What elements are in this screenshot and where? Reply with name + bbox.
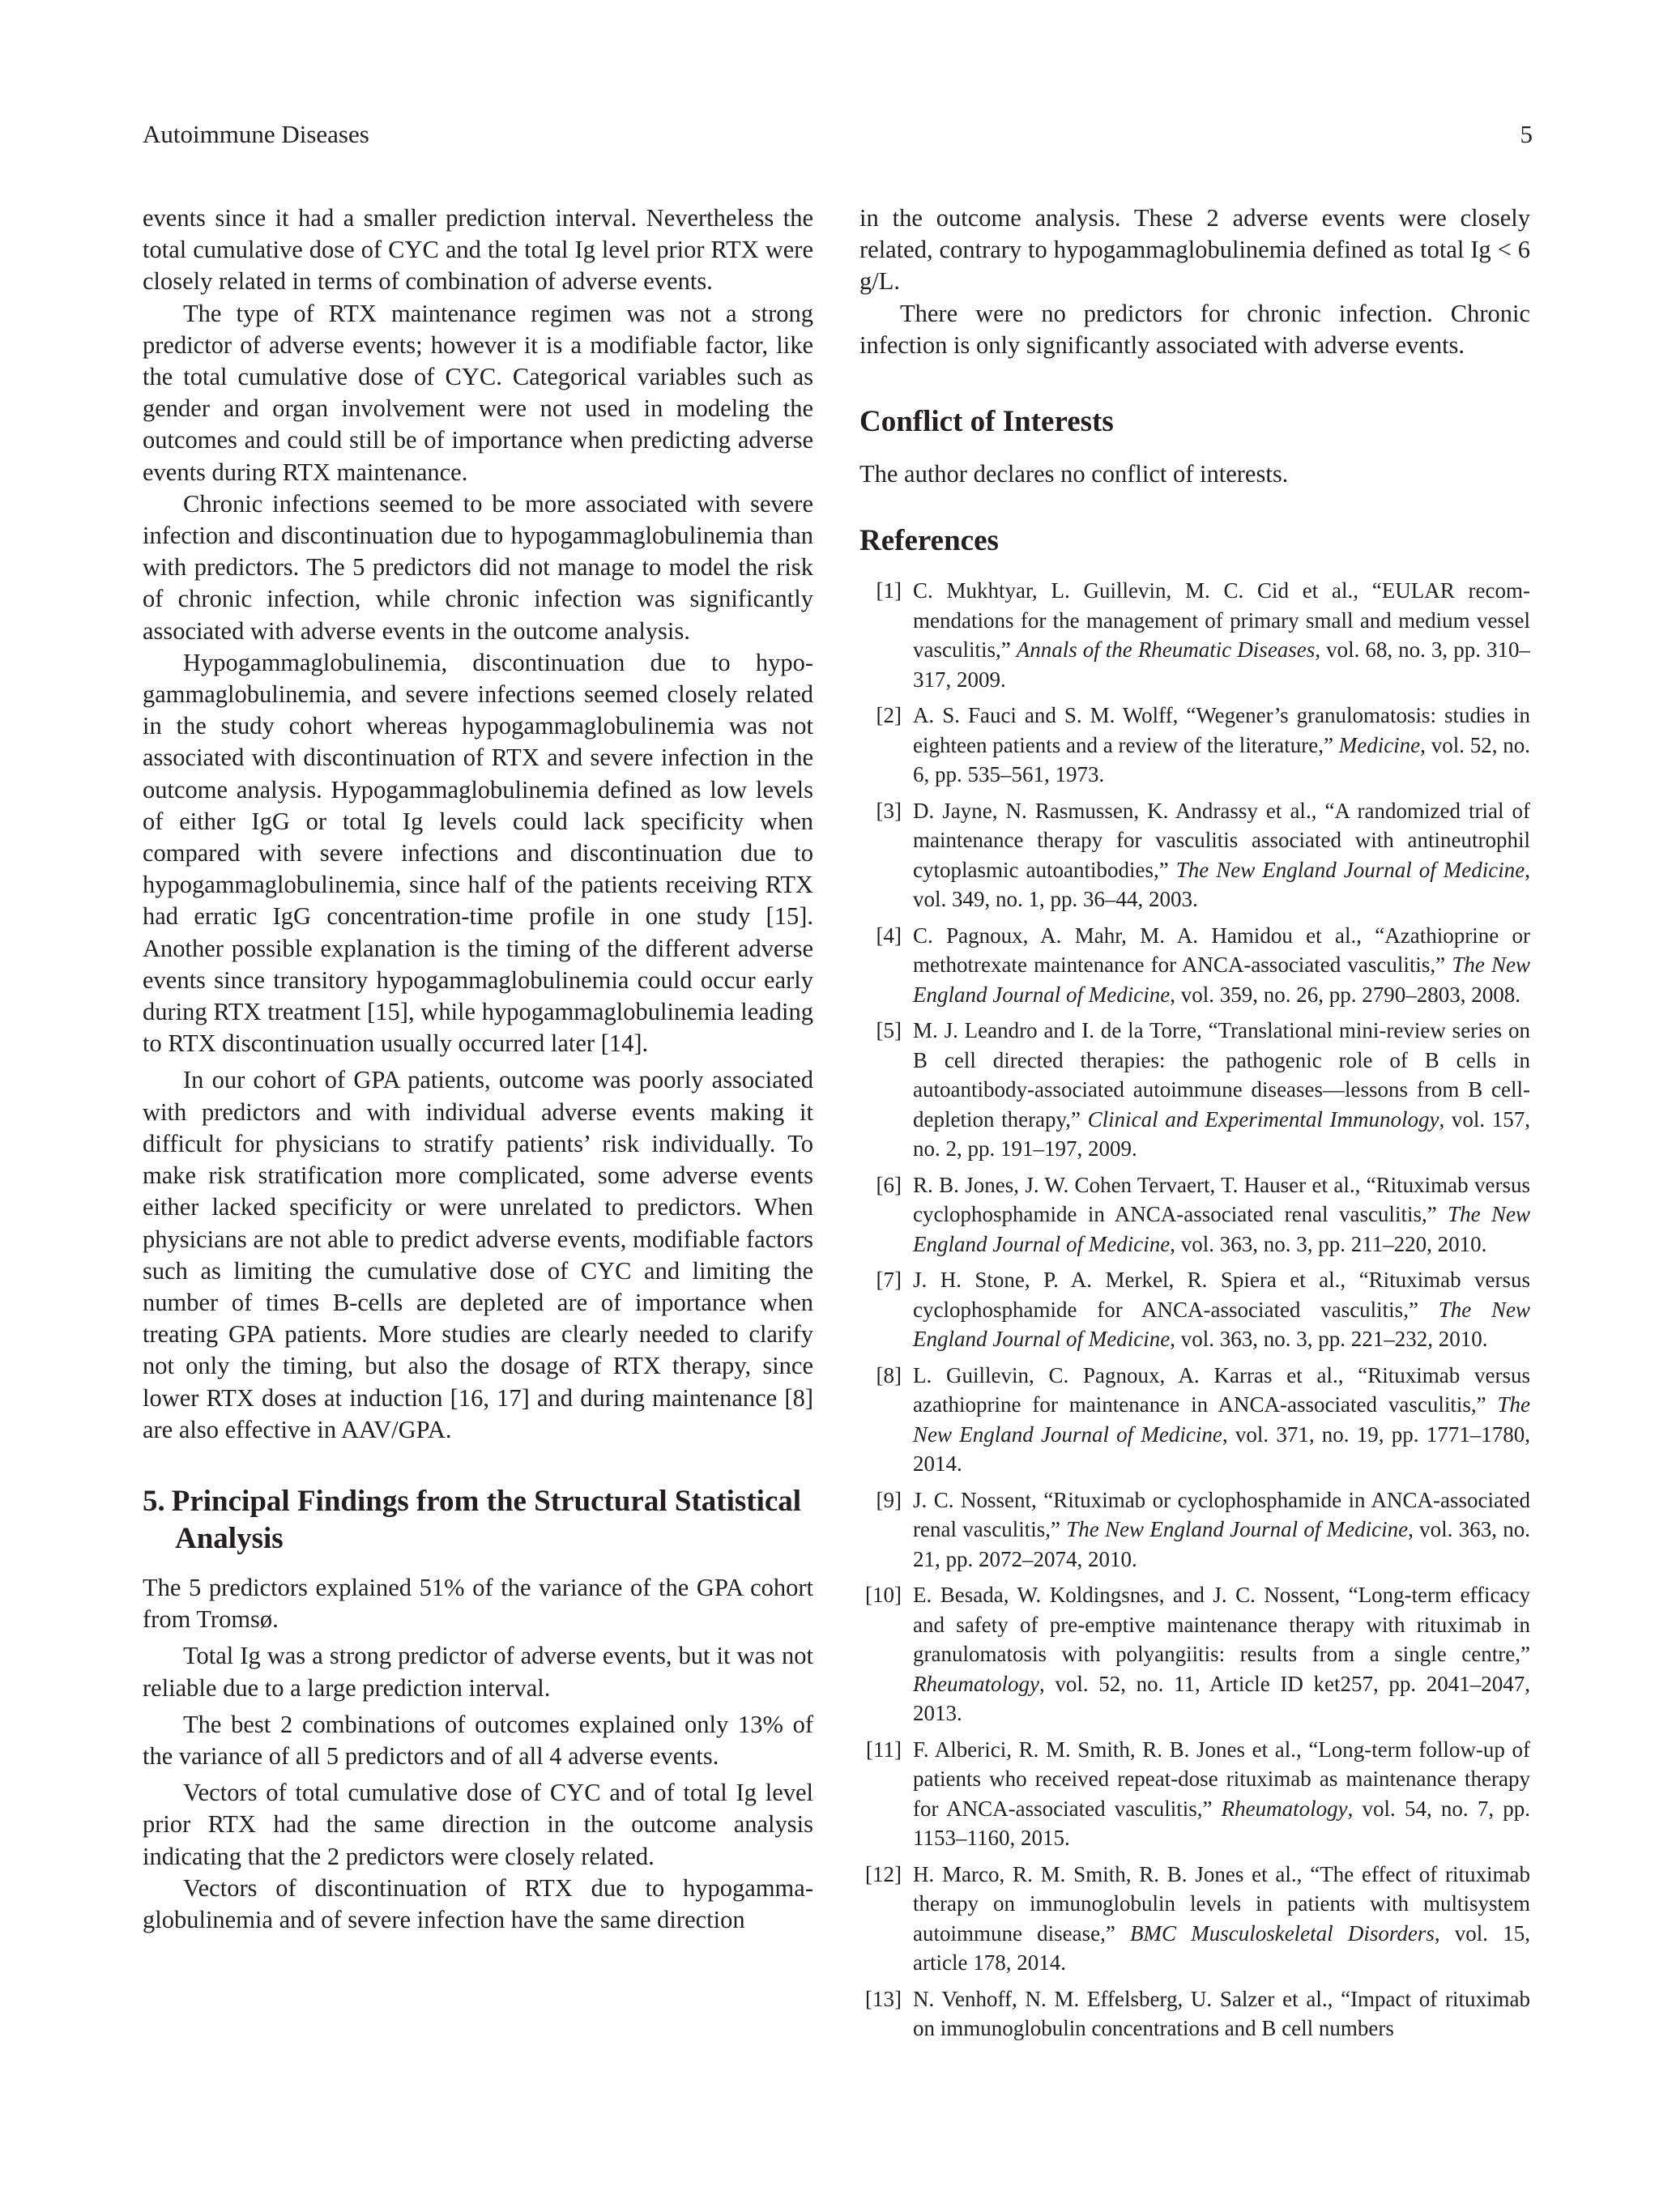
reference-item: [859, 1984, 1530, 2044]
right-column: [859, 202, 1530, 2050]
body-paragraph: Chronic infections seemed to be more associated with severe infection and discontinuation due to hypogammaglobulinemia than with predictors. The 5 predictors did not manage to model the risk of chronic infection, while chronic infection was significantly associated with adverse events in the outcome analysis.: [143, 489, 813, 645]
section-5-heading: [143, 1483, 813, 1558]
section-5-paragraph: Vectors of discontinuation of RTX due to hypogammaglobulinemia and of severe infection have the same direction: [143, 1873, 813, 1933]
conflict-of-interests-heading: Conflict of Interests: [859, 405, 1114, 439]
reference-text: E. Besada, W. Koldingsnes, and J. C. Nossent, “Long-term efficacy and safety of pre-emptive maintenance therapy with rituximab in granulomatosis with polyangiitis: results from a single centre,” Rheumatology, vol. 52, no. 11, Article ID ket257, pp. 2041–2047, 2013.: [913, 1583, 1530, 1726]
reference-item: [859, 1016, 1530, 1164]
reference-text: M. J. Leandro and I. de la Torre, “Translational mini-review series on B cell directed therapies: the pathogenic role of B cells in autoantibody-associated autoimmune diseases—lessons from B cell-depletion therapy,” Clinical and Experimental Immunology, vol. 157, no. 2, pp. 191–197, 2009.: [913, 1018, 1530, 1161]
reference-number: [12]: [865, 1861, 902, 1886]
reference-text: F. Alberici, R. M. Smith, R. B. Jones et al., “Long-term follow-up of patients who received repeat-dose rituximab as maintenance therapy for ANCA-associated vasculitis,” Rheumatology, vol. 54, no. 7, pp. 1153–1160, 2015.: [913, 1737, 1530, 1851]
reference-journal: The New England Journal of Medicine: [1175, 857, 1525, 882]
reference-journal: The New England Journal of Medicine: [913, 953, 1530, 1007]
body-paragraph: In our cohort of GPA patients, outcome was poorly associated with predictors and with individual adverse events making it difficult for physicians to stratify patients’ risk individually. To make risk stratification more complicated, some adverse events either lacked specificity or were unrelated to predictors. When physicians are not able to predict adverse events, modifiable factors such as limiting the cumulative dose of CYC and limiting the number of times B-cells are depleted are of importance when treating GPA patients. More studies are clearly needed to clarify not only the timing, but also the dosage of RTX therapy, since lower RTX doses at induction [16, 17] and during maintenance [8] are also effective in AAV/GPA.: [143, 1066, 813, 1443]
reference-item: [859, 1860, 1530, 1978]
running-head-journal: Autoimmune Diseases: [143, 120, 369, 148]
body-paragraph: events since it had a smaller prediction interval. Nevertheless the total cumulative dose of CYC and the total Ig level prior RTX were closely related in terms of combination of adverse events.: [143, 204, 813, 296]
reference-text: N. Venhoff, N. M. Effelsberg, U. Salzer et al., “Impact of rituximab on immunoglobulin concentrations and B cell numbers: [913, 1986, 1530, 2041]
reference-number: [4]: [876, 923, 902, 948]
reference-number: [2]: [876, 703, 902, 728]
reference-item: [859, 1265, 1530, 1354]
reference-number: [3]: [876, 798, 902, 823]
section-title: Principal Findings from the Structural Statistical Analysis: [171, 1484, 802, 1555]
reference-number: [8]: [876, 1362, 902, 1387]
reference-item: [859, 576, 1530, 694]
reference-journal: The New England Journal of Medicine: [913, 1202, 1530, 1256]
section-5-paragraph: Total Ig was a strong predictor of adverse events, but it was not reliable due to a large prediction interval.: [143, 1642, 813, 1702]
reference-text: C. Mukhtyar, L. Guillevin, M. C. Cid et al., “EULAR recommendations for the management of primary small and medium vessel vasculitis,” Annals of the Rheumatic Diseases, vol. 68, no. 3, pp. 310–317, 2009.: [913, 578, 1530, 692]
reference-item: [859, 796, 1530, 914]
left-column: [143, 202, 813, 1936]
body-paragraph: in the outcome analysis. These 2 adverse events were closely related, contrary to hypogammaglobulinemia defined as total Ig < 6 g/L.: [859, 204, 1530, 296]
reference-item: [859, 701, 1530, 790]
reference-journal: Rheumatology: [913, 1671, 1039, 1696]
body-paragraph: Hypogammaglobulinemia, discontinuation due to hypogammaglobulinemia, and severe infections seemed closely related in the study cohort whereas hypogammaglobulinemia was not associated with discontinuation of RTX and severe infection in the outcome analysis. Hypogammaglobulinemia defined as low levels of either IgG or total Ig levels could lack specificity when compared with severe infections and discontinuation due to hypogammaglobulinemia, since half of the patients receiving RTX had erratic IgG concentration-time profile in one study [15]. Another possible explanation is the timing of the different adverse events since transitory hypogammaglobulinemia could occur early during RTX treatment [15], while hypogammaglobulinemia leading to RTX discontinuation usually occurred later [14].: [143, 648, 813, 1058]
reference-item: [859, 1361, 1530, 1479]
reference-journal: Rheumatology: [1221, 1796, 1348, 1821]
reference-item: [859, 1170, 1530, 1259]
reference-journal: Annals of the Rheumatic Diseases: [1016, 637, 1316, 663]
reference-text: L. Guillevin, C. Pagnoux, A. Karras et al., “Rituximab versus azathioprine for maintenance in ANCA-associated vasculitis,” The New England Journal of Medicine, vol. 371, no. 19, pp. 1771–1780, 2014.: [913, 1362, 1530, 1477]
reference-number: [13]: [865, 1986, 902, 2011]
reference-text: A. S. Fauci and S. M. Wolff, “Wegener’s granulomatosis: studies in eighteen patients and a review of the literature,” Medicine, vol. 52, no. 6, pp. 535–561, 1973.: [913, 703, 1530, 787]
reference-number: [11]: [866, 1737, 902, 1762]
reference-journal: The New England Journal of Medicine: [913, 1297, 1530, 1352]
reference-journal: Clinical and Experimental Immunology: [1087, 1106, 1439, 1132]
section-5-paragraph: The 5 predictors explained 51% of the variance of the GPA cohort from Tromsø.: [143, 1573, 813, 1634]
reference-text: C. Pagnoux, A. Mahr, M. A. Hamidou et al., “Azathioprine or methotrexate maintenance for ANCA-associated vasculitis,” The New England Journal of Medicine, vol. 359, no. 26, pp. 2790–2803, 2008.: [913, 923, 1530, 1007]
reference-item: [859, 1580, 1530, 1728]
reference-item: [859, 1485, 1530, 1575]
reference-text: J. H. Stone, P. A. Merkel, R. Spiera et al., “Rituximab versus cyclophosphamide for ANCA-associated vasculitis,” The New England Journal of Medicine, vol. 363, no. 3, pp. 221–232, 2010.: [913, 1268, 1530, 1352]
references-heading: References: [859, 524, 999, 558]
reference-number: [5]: [876, 1018, 902, 1043]
reference-number: [10]: [865, 1583, 902, 1608]
reference-text: J. C. Nossent, “Rituximab or cyclophosphamide in ANCA-associated renal vasculitis,” The New England Journal of Medicine, vol. 363, no. 21, pp. 2072–2074, 2010.: [913, 1487, 1530, 1571]
body-paragraph: There were no predictors for chronic infection. Chronic infection is only significantly associated with adverse events.: [859, 299, 1530, 359]
reference-journal: The New England Journal of Medicine: [1066, 1517, 1409, 1542]
page-number: 5: [1520, 120, 1533, 148]
reference-text: H. Marco, R. M. Smith, R. B. Jones et al., “The effect of rituximab therapy on immunoglobulin levels in patients with multisystem autoimmune disease,” BMC Musculoskeletal Disorders, vol. 15, article 178, 2014.: [913, 1861, 1530, 1975]
reference-journal: BMC Musculoskeletal Disorders: [1130, 1920, 1435, 1946]
section-number: 5.: [143, 1484, 165, 1518]
section-5-paragraph: The best 2 combinations of outcomes explained only 13% of the variance of all 5 predictors and of all 4 adverse events.: [143, 1710, 813, 1770]
reference-list: [859, 576, 1530, 2044]
reference-journal: Medicine: [1338, 732, 1421, 757]
reference-number: [9]: [876, 1487, 902, 1512]
reference-number: [6]: [876, 1172, 902, 1197]
reference-text: D. Jayne, N. Rasmussen, K. Andrassy et al., “A randomized trial of maintenance therapy for vasculitis associated with antineutrophil cytoplasmic autoantibodies,” The New England Journal of Medicine, vol. 349, no. 1, pp. 36–44, 2003.: [913, 798, 1531, 912]
reference-item: [859, 1735, 1530, 1853]
reference-number: [1]: [876, 578, 902, 603]
section-5-paragraph: Vectors of total cumulative dose of CYC and of total Ig level prior RTX had the same direction in the outcome analysis indicating that the 2 predictors were closely related.: [143, 1779, 813, 1870]
reference-number: [7]: [876, 1268, 902, 1293]
reference-journal: The New England Journal of Medicine: [913, 1392, 1530, 1447]
reference-item: [859, 921, 1530, 1010]
body-paragraph: The type of RTX maintenance regimen was not a strong predictor of adverse events; however it is a modifiable factor, like the total cumulative dose of CYC. Categorical variables such as gender and organ involvement were not used in modeling the outcomes and could still be of importance when predicting adverse events during RTX maintenance.: [143, 299, 813, 486]
conflict-statement: The author declares no conflict of interests.: [859, 460, 1289, 488]
reference-text: R. B. Jones, J. W. Cohen Tervaert, T. Hauser et al., “Rituximab versus cyclophosphamide in ANCA-associated renal vasculitis,” The New England Journal of Medicine, vol. 363, no. 3, pp. 211–220, 2010.: [913, 1172, 1530, 1256]
